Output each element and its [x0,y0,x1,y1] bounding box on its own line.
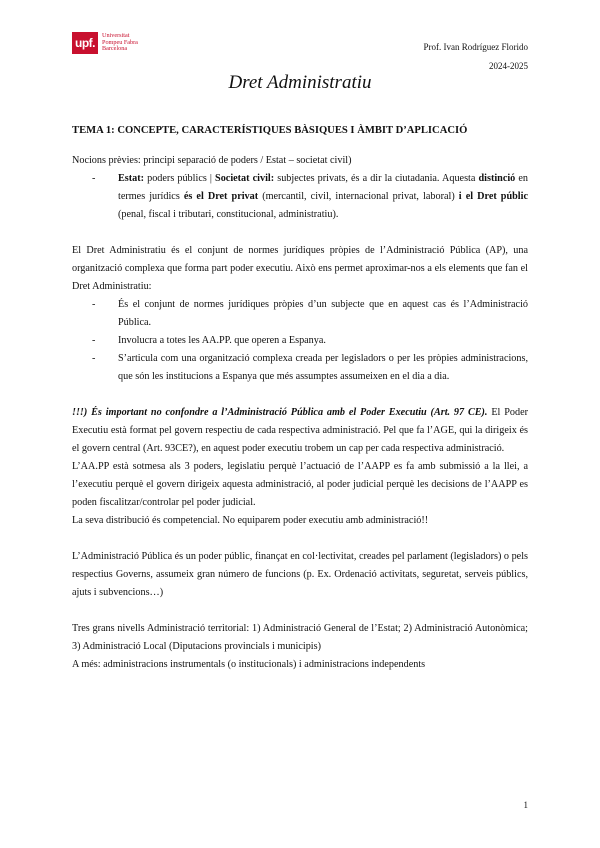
estat-list [72,170,528,224]
page-number: 1 [523,800,528,810]
estat-label: Estat: [118,173,145,184]
important-rest: El Poder Executiu està format pel govern respectiu de cada respectiva administració. Pel que fa l’AGE, qui la dirigeix és el govern central (Art. 93CE?), en aquest poder executiu trobem un cap per cada respectiva administració. [72,407,528,454]
distincio-word: distinció [478,173,516,184]
document-body [72,122,528,674]
estat-mid1: en termes jurídics [118,173,528,202]
aapp-paragraph: L’AA.PP està sotmesa als 3 poders, legislatiu perquè l’actuació de l’AAPP es fa amb submissió a la llei, a l’executiu perquè el govern dirigeix aquesta administració, al poder judicial perquè les decisions de l’AAPP es poden fiscalitzar/controlar pel poder judicial. [72,461,528,508]
upf-logo-mark: upf. [72,32,98,54]
section-title: TEMA 1: CONCEPTE, CARACTERÍSTIQUES BÀSIQUES I ÀMBIT D’APLICACIÓ [72,125,468,136]
important-emphasis: !!!) És important no confondre a l’Administració Pública amb el Poder Executiu (Art. 97 CE). [72,407,488,418]
estat-tail: (penal, fiscal i tributari, constitucional, administratiu). [118,209,339,220]
estat-text: poders públics | [144,173,216,184]
dret-public-phrase: i el Dret públic [458,191,528,202]
academic-year: 2024-2025 [489,61,528,71]
author-name: Prof. Ivan Rodríguez Florido [423,42,528,52]
list-item: - És el conjunt de normes jurídiques pròpies d’un subjecte que en aquest cas és l’Administració Pública. [118,296,528,332]
estat-item [118,170,528,224]
important-paragraph [72,404,528,458]
upf-logo-text [102,33,138,53]
dret-privat-phrase: és el Dret privat [183,191,259,202]
features-list [72,296,528,386]
nivells-paragraph: Tres grans nivells Administració territorial: 1) Administració General de l’Estat; 2) Administració Autonòmica; 3) Administració Local (Diputacions provincials i municipis) [72,623,528,652]
prev-notions: Nocions prèvies: principi separació de poders / Estat – societat civil) [72,155,352,166]
logo-line-1: Universitat [102,32,130,40]
header-right [424,38,528,76]
ames-paragraph: A més: administracions instrumentals (o institucionals) i administracions independents [72,659,426,670]
poder-public-paragraph: L’Administració Pública és un poder públic, finançat en col·lectivitat, creades pel parlament (legisladors) o pels respectius Governs, assumeix gran número de funcions (p. Ex. Ordenació activitats, seguretat, serveis públics, ajuts i subvencions…) [72,551,528,598]
estat-mid2: (mercantil, civil, internacional privat, laboral) [258,191,459,202]
societat-civil-text: subjectes privats, és a dir la ciutadania. Aquesta [274,173,479,184]
upf-logo [72,32,138,54]
societat-civil-label: Societat civil: [215,173,275,184]
intro-paragraph: El Dret Administratiu és el conjunt de normes jurídiques pròpies de l’Administració Pública (AP), una organització complexa que forma part poder executiu. Això ens permet aproximar-nos a els elements que fan el Dret Administratiu: [72,245,528,292]
logo-line-3: Barcelona [102,45,128,53]
logo-line-2: Pompeu Fabra [102,38,138,46]
document-title: Dret Administratiu [228,72,372,93]
list-item: - Involucra a totes les AA.PP. que operen a Espanya. [118,332,528,350]
distribution-paragraph: La seva distribució és competencial. No equiparem poder executiu amb administració!! [72,515,429,526]
list-item: - S’articula com una organització complexa creada per legisladors o per les pròpies administracions, que són les institucions a Espanya que més assumptes assumeixen en el dia a dia. [118,350,528,386]
